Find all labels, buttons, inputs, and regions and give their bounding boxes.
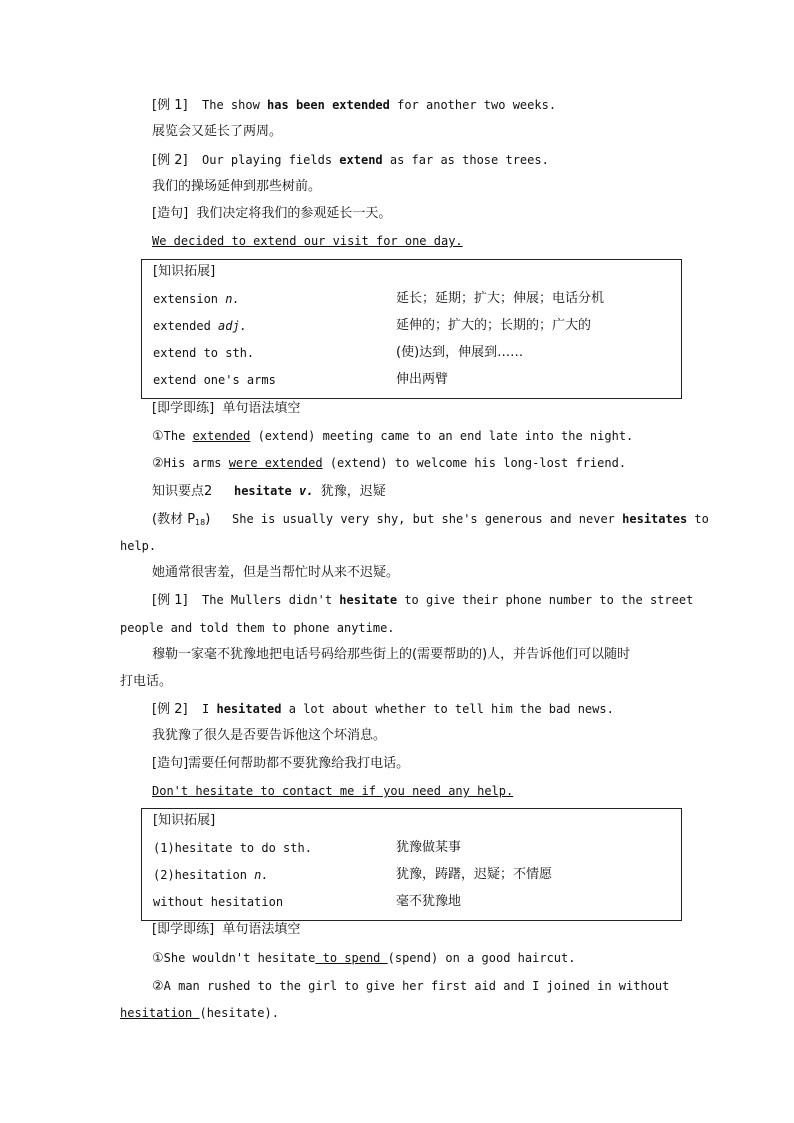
answer-blank: were extended bbox=[228, 456, 323, 470]
example-4-translation: 我犹豫了很久是否要告诉他这个坏消息。 bbox=[152, 728, 387, 743]
make-sentence-label: [造句] bbox=[152, 756, 189, 771]
practice-item-3: ①She wouldn't hesitate to spend (spend) on a good haircut. bbox=[152, 951, 576, 966]
example-1-translation: 展览会又延长了两周。 bbox=[152, 124, 283, 139]
example-2: [例 2] Our playing fields extend as far as those trees. bbox=[152, 153, 549, 168]
knowledge-point-label: 知识要点2 bbox=[152, 484, 213, 499]
box-row-en: (1)hesitate to do sth. bbox=[153, 841, 312, 855]
example-label: [例 2] bbox=[152, 702, 188, 717]
make-sentence-1: [造句] 我们决定将我们的参观延长一天。 bbox=[152, 206, 392, 221]
box-title: [知识拓展] bbox=[153, 813, 216, 828]
box-row-en: without hesitation bbox=[153, 895, 284, 909]
example-3-translation-cont: 打电话。 bbox=[120, 674, 173, 689]
practice-label: [即学即练] bbox=[152, 401, 215, 416]
make-sentence-2-answer: Don't hesitate to contact me if you need any help. bbox=[152, 784, 514, 798]
box-row-en: extended adj. bbox=[153, 319, 247, 333]
example-label: [例 1] bbox=[152, 593, 188, 608]
example-1: [例 1] The show has been extended for another two weeks. bbox=[152, 98, 557, 113]
box-row-cn: 伸出两臂 bbox=[396, 372, 449, 387]
textbook-translation: 她通常很害羞，但是当帮忙时从来不迟疑。 bbox=[152, 565, 400, 580]
practice-heading-1 bbox=[152, 400, 300, 418]
practice-heading-2 bbox=[152, 921, 300, 939]
answer-blank: hesitation bbox=[120, 1006, 200, 1020]
example-2-translation: 我们的操场延伸到那些树前。 bbox=[152, 179, 322, 194]
make-sentence-label: [造句] bbox=[152, 206, 189, 221]
box-title: [知识拓展] bbox=[153, 264, 216, 279]
answer-blank: extended bbox=[192, 429, 251, 443]
textbook-sentence-cont: help. bbox=[120, 539, 157, 553]
example-label: [例 2] bbox=[152, 153, 188, 168]
box-row-cn: 犹豫，踌躇，迟疑；不情愿 bbox=[396, 867, 553, 882]
box-row-cn: (使)达到，伸展到…… bbox=[396, 345, 524, 360]
example-label: [例 1] bbox=[152, 98, 188, 113]
example-4: [例 2] I hesitated a lot about whether to tell him the bad news. bbox=[152, 702, 614, 717]
box-row-en: extend to sth. bbox=[153, 346, 255, 360]
headword: hesitate bbox=[233, 484, 292, 498]
practice-title: 单句语法填空 bbox=[222, 401, 301, 416]
example-3: [例 1] The Mullers didn't hesitate to give their phone number to the street bbox=[152, 593, 694, 608]
box-row-en: (2)hesitation n. bbox=[153, 868, 269, 882]
answer-blank: to spend bbox=[315, 951, 388, 965]
make-sentence-1-answer: We decided to extend our visit for one day. bbox=[152, 234, 463, 248]
practice-title: 单句语法填空 bbox=[222, 922, 301, 937]
practice-item-4: ②A man rushed to the girl to give her first aid and I joined in without bbox=[152, 979, 670, 994]
make-sentence-2: [造句]需要任何帮助都不要犹豫给我打电话。 bbox=[152, 756, 410, 771]
example-3-translation: 穆勒一家毫不犹豫地把电话号码给那些街上的(需要帮助的)人，并告诉他们可以随时 bbox=[152, 647, 631, 662]
practice-item-2: ②His arms were extended (extend) to welcome his long-lost friend. bbox=[152, 456, 627, 471]
box-row-cn: 犹豫做某事 bbox=[396, 840, 462, 855]
practice-item-4-cont: hesitation (hesitate). bbox=[120, 1006, 279, 1020]
practice-item-1: ①The extended (extend) meeting came to an end late into the night. bbox=[152, 429, 634, 444]
practice-label: [即学即练] bbox=[152, 922, 215, 937]
box-row-cn: 延长；延期；扩大；伸展；电话分机 bbox=[396, 291, 605, 306]
textbook-label: (教材 $P_{18}$) bbox=[152, 512, 211, 527]
box-row-en: extend one's arms bbox=[153, 373, 276, 387]
knowledge-expansion-box-1 bbox=[141, 259, 682, 399]
knowledge-expansion-box-2 bbox=[141, 808, 682, 921]
box-row-en: extension n. bbox=[153, 292, 240, 306]
example-3-cont: people and told them to phone anytime. bbox=[120, 621, 395, 635]
box-row-cn: 延伸的；扩大的；长期的；广大的 bbox=[396, 318, 592, 333]
box-row-cn: 毫不犹豫地 bbox=[396, 894, 462, 909]
textbook-sentence: (教材 $P_{18}$) She is usually very shy, but she's generous and never hesitates to bbox=[152, 512, 709, 527]
knowledge-point-2-heading: 知识要点2 hesitate v. 犹豫，迟疑 bbox=[152, 484, 386, 499]
